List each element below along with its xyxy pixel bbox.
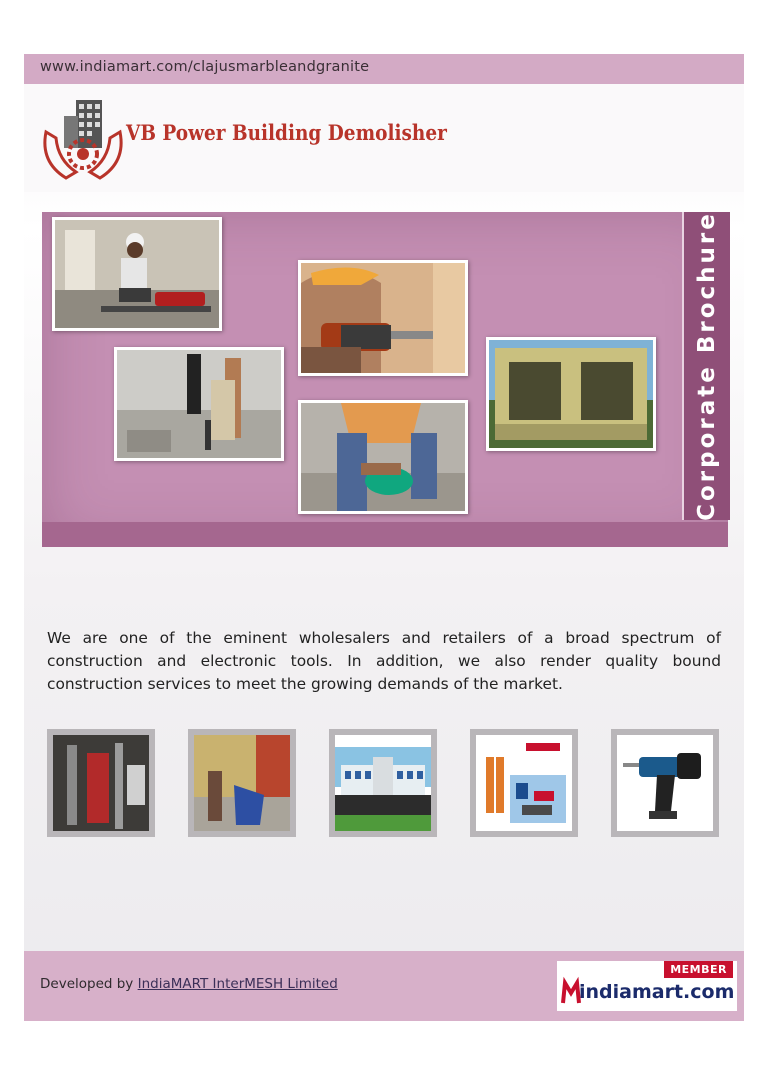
machinery-image xyxy=(53,735,149,831)
intro-paragraph: We are one of the eminent wholesalers and retailers of a broad spectrum of construction and electronic tools. In addition, we also render quality bound construction services to meet the growing demands of the market. xyxy=(47,629,721,694)
side-title: Corporate Brochure xyxy=(694,211,721,521)
developed-by-label: Developed by xyxy=(40,976,134,992)
photo-core-drilling xyxy=(52,217,222,331)
thumb-drill[interactable] xyxy=(611,729,719,837)
photo-grinding xyxy=(298,400,468,514)
footer-credit xyxy=(40,976,338,992)
demolition-image xyxy=(194,735,290,831)
brochure-page xyxy=(24,54,744,1021)
thumb-building[interactable] xyxy=(329,729,437,837)
hero-banner xyxy=(42,212,728,546)
thumb-fischer-products[interactable] xyxy=(470,729,578,837)
photo-wall-drilling xyxy=(298,260,468,376)
indiamart-m-icon xyxy=(561,975,581,1005)
company-logo-icon xyxy=(36,92,130,186)
banner-bottom-bar xyxy=(42,522,728,547)
company-name: VB Power Building Demolisher xyxy=(126,120,447,145)
indiamart-member-logo[interactable] xyxy=(557,961,737,1011)
fischer-products-image xyxy=(476,735,572,831)
member-badge: MEMBER xyxy=(664,961,733,978)
url-bar xyxy=(24,54,744,84)
photo-concrete-block xyxy=(486,337,656,451)
side-strip xyxy=(682,212,730,520)
drill-image xyxy=(617,735,713,831)
photo-floor-breaking xyxy=(114,347,284,461)
thumb-demolition[interactable] xyxy=(188,729,296,837)
thumb-machinery[interactable] xyxy=(47,729,155,837)
site-url[interactable]: www.indiamart.com/clajusmarbleandgranite xyxy=(40,59,370,75)
developer-link[interactable]: IndiaMART InterMESH Limited xyxy=(137,976,338,992)
building-image xyxy=(335,735,431,831)
member-logo-text: indiamart.com xyxy=(579,981,735,1003)
footer xyxy=(24,951,744,1021)
header xyxy=(24,84,744,192)
